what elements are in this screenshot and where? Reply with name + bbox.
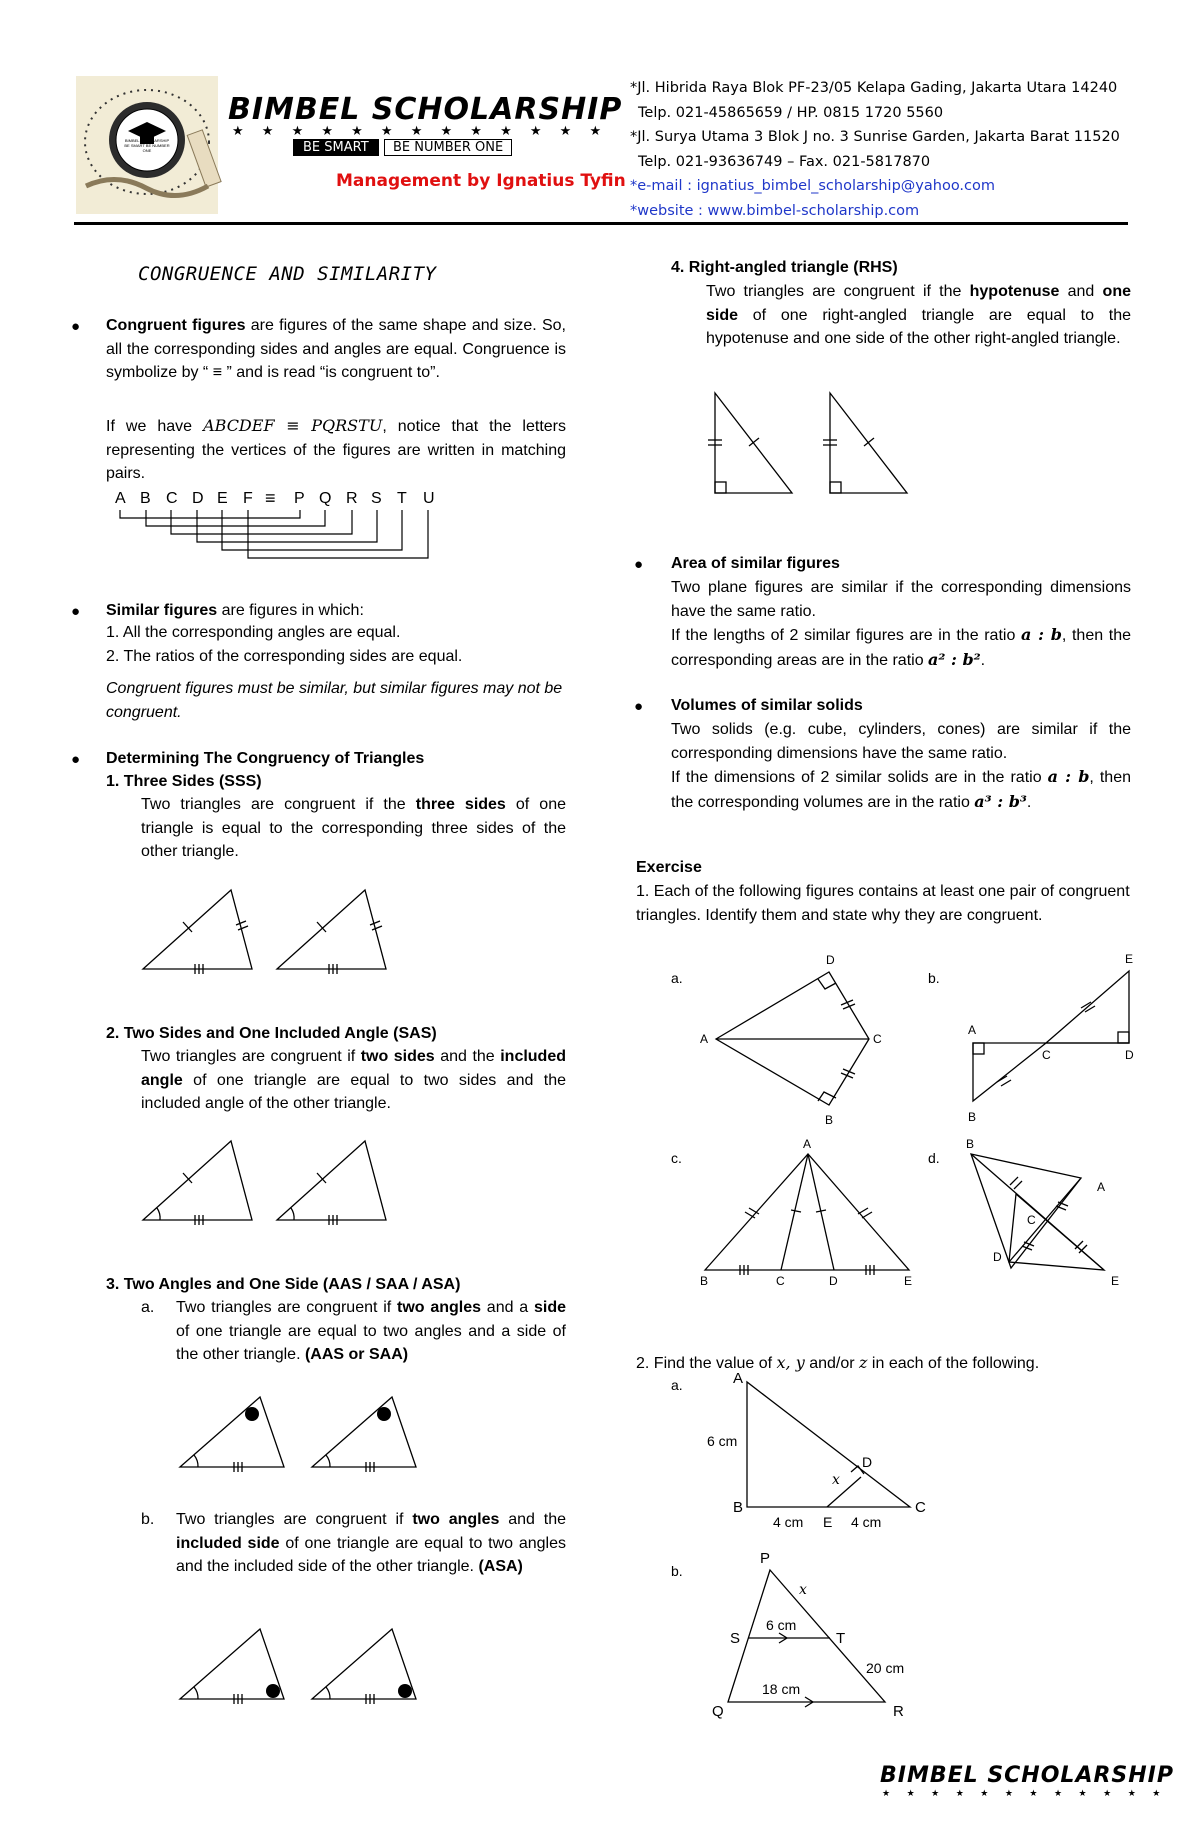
sas-heading: 2. Two Sides and One Included Angle (SAS): [106, 1025, 437, 1042]
address-2: *Jl. Surya Utama 3 Blok J no. 3 Sunrise Garden, Jakarta Barat 11520: [630, 129, 1120, 145]
letter-D: D: [192, 490, 204, 507]
contact-block: [630, 76, 1120, 223]
vertex-matching-diagram: [110, 490, 450, 570]
letter-A: A: [115, 490, 126, 507]
bullet-icon: ●: [634, 556, 644, 573]
exercise-1-text: 1. Each of the following figures contains at least one pair of congruent triangles. Identify them and state why they are congruent.: [636, 883, 1130, 924]
vertex-label: B: [825, 1113, 834, 1127]
phone-2: Telp. 021-93636749 – Fax. 021-5817870: [638, 153, 931, 170]
bullet-icon: ●: [634, 698, 644, 715]
ex2-label-a: a.: [671, 1377, 683, 1393]
side-label: x: [799, 1582, 807, 1598]
aas-text: Two triangles are congruent if two angles and a side of one triangle are equal to two angles and a side of the other triangle. (AAS or SAA): [176, 1299, 566, 1364]
email-link[interactable]: *e-mail : ignatius_bimbel_scholarship@yahoo.com: [630, 178, 996, 194]
letter-F: F: [243, 490, 253, 507]
letter-P: P: [294, 490, 305, 507]
vertex-label: B: [700, 1274, 709, 1288]
similar-heading: Similar figures are figures in which:: [106, 602, 364, 619]
ex1-label-d: d.: [928, 1150, 940, 1166]
logo: [76, 76, 218, 214]
vertex-label: A: [700, 1032, 709, 1046]
figure-2b: [710, 1550, 940, 1735]
side-label: 6 cm: [766, 1617, 797, 1633]
bullet-icon: ●: [71, 603, 81, 620]
similar-item-2: 2. The ratios of the corresponding sides are equal.: [106, 648, 463, 665]
footer-stars: ★ ★ ★ ★ ★ ★ ★ ★ ★ ★ ★ ★: [882, 1788, 1168, 1798]
area-text-2: If the lengths of 2 similar figures are in the ratio a : b, then the corresponding areas are in the ratio a² : b².: [671, 625, 1131, 669]
vertex-label: B: [968, 1110, 977, 1124]
congruent-paragraph: Congruent figures are figures of the same shape and size. So, all the corresponding sides and angles are equal. Congruence is symbolize by “ ≡ ” and is read “is congruent to”.: [106, 317, 566, 382]
sas-triangles: [140, 1136, 400, 1226]
website-link[interactable]: *website : www.bimbel-scholarship.com: [630, 202, 920, 219]
vertex-label: A: [733, 1370, 744, 1387]
letter-E: E: [217, 490, 228, 507]
figure-1a: [690, 955, 890, 1130]
vertex-label: B: [966, 1137, 975, 1151]
vertex-label: A: [1097, 1180, 1106, 1194]
asa-triangles: [178, 1625, 438, 1705]
vertex-label: D: [993, 1250, 1002, 1264]
footer-brand: BIMBEL SCHOLARSHIP: [880, 1763, 1174, 1788]
side-label: 6 cm: [707, 1433, 738, 1449]
exercise-2-text: 2. Find the value of x, y and/or z in each of the following.: [636, 1353, 1040, 1372]
volume-text-2: If the dimensions of 2 similar solids are in the ratio a : b, then the corresponding volumes are in the ratio a³ : b³.: [671, 767, 1131, 811]
letter-T: T: [397, 490, 407, 507]
volume-heading: Volumes of similar solids: [671, 697, 863, 714]
vertex-label: E: [904, 1274, 913, 1288]
ex1-label-a: a.: [671, 970, 683, 986]
letter-U: U: [423, 490, 435, 507]
tagline-be-smart: BE SMART: [293, 139, 379, 156]
logo-text: BIMBEL SCHOLARSHIP BE SMART BE NUMBER ONE: [124, 138, 170, 153]
aas-marker: a.: [141, 1299, 155, 1316]
ex1-label-c: c.: [671, 1150, 682, 1166]
vertex-label: B: [733, 1499, 744, 1516]
similar-item-1: 1. All the corresponding angles are equal.: [106, 624, 401, 641]
vertex-label: C: [776, 1274, 785, 1288]
congruence-symbol: ≡: [265, 488, 276, 508]
sas-text: Two triangles are congruent if two sides and the included angle of one triangle are equal to two sides and the included angle of the other triangle.: [141, 1048, 566, 1113]
vertex-label: S: [730, 1630, 741, 1647]
ex2-label-b: b.: [671, 1563, 683, 1579]
header-divider: [74, 222, 1128, 225]
sss-text: Two triangles are congruent if the three sides of one triangle is equal to the corresponding three sides of the other triangle.: [141, 796, 567, 861]
phone-1: Telp. 021-45865659 / HP. 0815 1720 5560: [638, 104, 944, 121]
rhs-triangles: [712, 390, 922, 500]
asa-marker: b.: [141, 1511, 155, 1528]
congruent-example: If we have ABCDEF ≡ PQRSTU, notice that the letters representing the vertices of the figures are written in matching pairs.: [106, 416, 567, 483]
vertex-label: C: [1027, 1213, 1036, 1227]
vertex-label: T: [836, 1630, 846, 1647]
area-text-1: Two plane figures are similar if the corresponding dimensions have the same ratio.: [671, 579, 1131, 620]
vertex-label: D: [829, 1274, 838, 1288]
side-label: 20 cm: [866, 1660, 905, 1676]
rhs-heading: 4. Right-angled triangle (RHS): [671, 259, 898, 276]
letter-B: B: [140, 490, 151, 507]
bullet-icon: ●: [71, 751, 81, 768]
brand-name: BIMBEL SCHOLARSHIP: [228, 92, 623, 127]
letter-S: S: [371, 490, 382, 507]
vertex-label: Q: [712, 1703, 724, 1720]
vertex-label: C: [1042, 1048, 1051, 1062]
side-label: 4 cm: [773, 1514, 804, 1530]
vertex-label: E: [1111, 1274, 1120, 1288]
area-heading: Area of similar figures: [671, 555, 840, 572]
tagline-be-number-one: BE NUMBER ONE: [384, 139, 512, 156]
figure-1b: [955, 952, 1145, 1130]
aas-triangles: [178, 1393, 438, 1473]
ex1-label-b: b.: [928, 970, 940, 986]
sss-heading: 1. Three Sides (SSS): [106, 773, 262, 790]
bullet-icon: ●: [71, 318, 81, 335]
vertex-label: C: [873, 1032, 882, 1046]
vertex-label: P: [760, 1550, 771, 1567]
address-1: *Jl. Hibrida Raya Blok PF-23/05 Kelapa Gading, Jakarta Utara 14240: [630, 80, 1118, 96]
similar-note: Congruent figures must be similar, but similar figures may not be congruent.: [106, 680, 563, 721]
letter-R: R: [346, 490, 358, 507]
volume-text-1: Two solids (e.g. cube, cylinders, cones) are similar if the corresponding dimensions have the same ratio.: [671, 721, 1131, 762]
page-title: CONGRUENCE AND SIMILARITY: [138, 263, 437, 285]
vertex-label: A: [803, 1137, 812, 1151]
vertex-label: A: [968, 1023, 977, 1037]
angle-label: x: [832, 1472, 840, 1488]
brand-stars: ★ ★ ★ ★ ★ ★ ★ ★ ★ ★ ★ ★ ★: [232, 124, 609, 139]
vertex-label: D: [862, 1454, 873, 1470]
figure-2a: [707, 1370, 940, 1535]
determining-heading: Determining The Congruency of Triangles: [106, 750, 425, 767]
figure-1d: [955, 1138, 1145, 1288]
management-line: Management by Ignatius Tyfin: [336, 171, 626, 191]
exercise-heading: Exercise: [636, 859, 702, 876]
aas-heading: 3. Two Angles and One Side (AAS / SAA / ASA): [106, 1276, 461, 1293]
sss-triangles: [140, 885, 400, 975]
letter-Q: Q: [319, 490, 332, 507]
asa-text: Two triangles are congruent if two angles and the included side of one triangle are equal to two angles and the included side of the other triangle. (ASA): [176, 1511, 567, 1576]
vertex-label: E: [1125, 952, 1134, 966]
rhs-text: Two triangles are congruent if the hypotenuse and one side of one right-angled triangle are equal to the hypotenuse and one side of the other right-angled triangle.: [706, 283, 1131, 348]
letter-C: C: [166, 490, 178, 507]
vertex-label: D: [1125, 1048, 1134, 1062]
vertex-label: R: [893, 1703, 904, 1720]
vertex-label: D: [826, 953, 835, 967]
vertex-label: E: [823, 1514, 833, 1530]
vertex-label: C: [915, 1499, 926, 1516]
figure-1c: [690, 1138, 920, 1288]
side-label: 18 cm: [762, 1681, 801, 1697]
side-label: 4 cm: [851, 1514, 882, 1530]
